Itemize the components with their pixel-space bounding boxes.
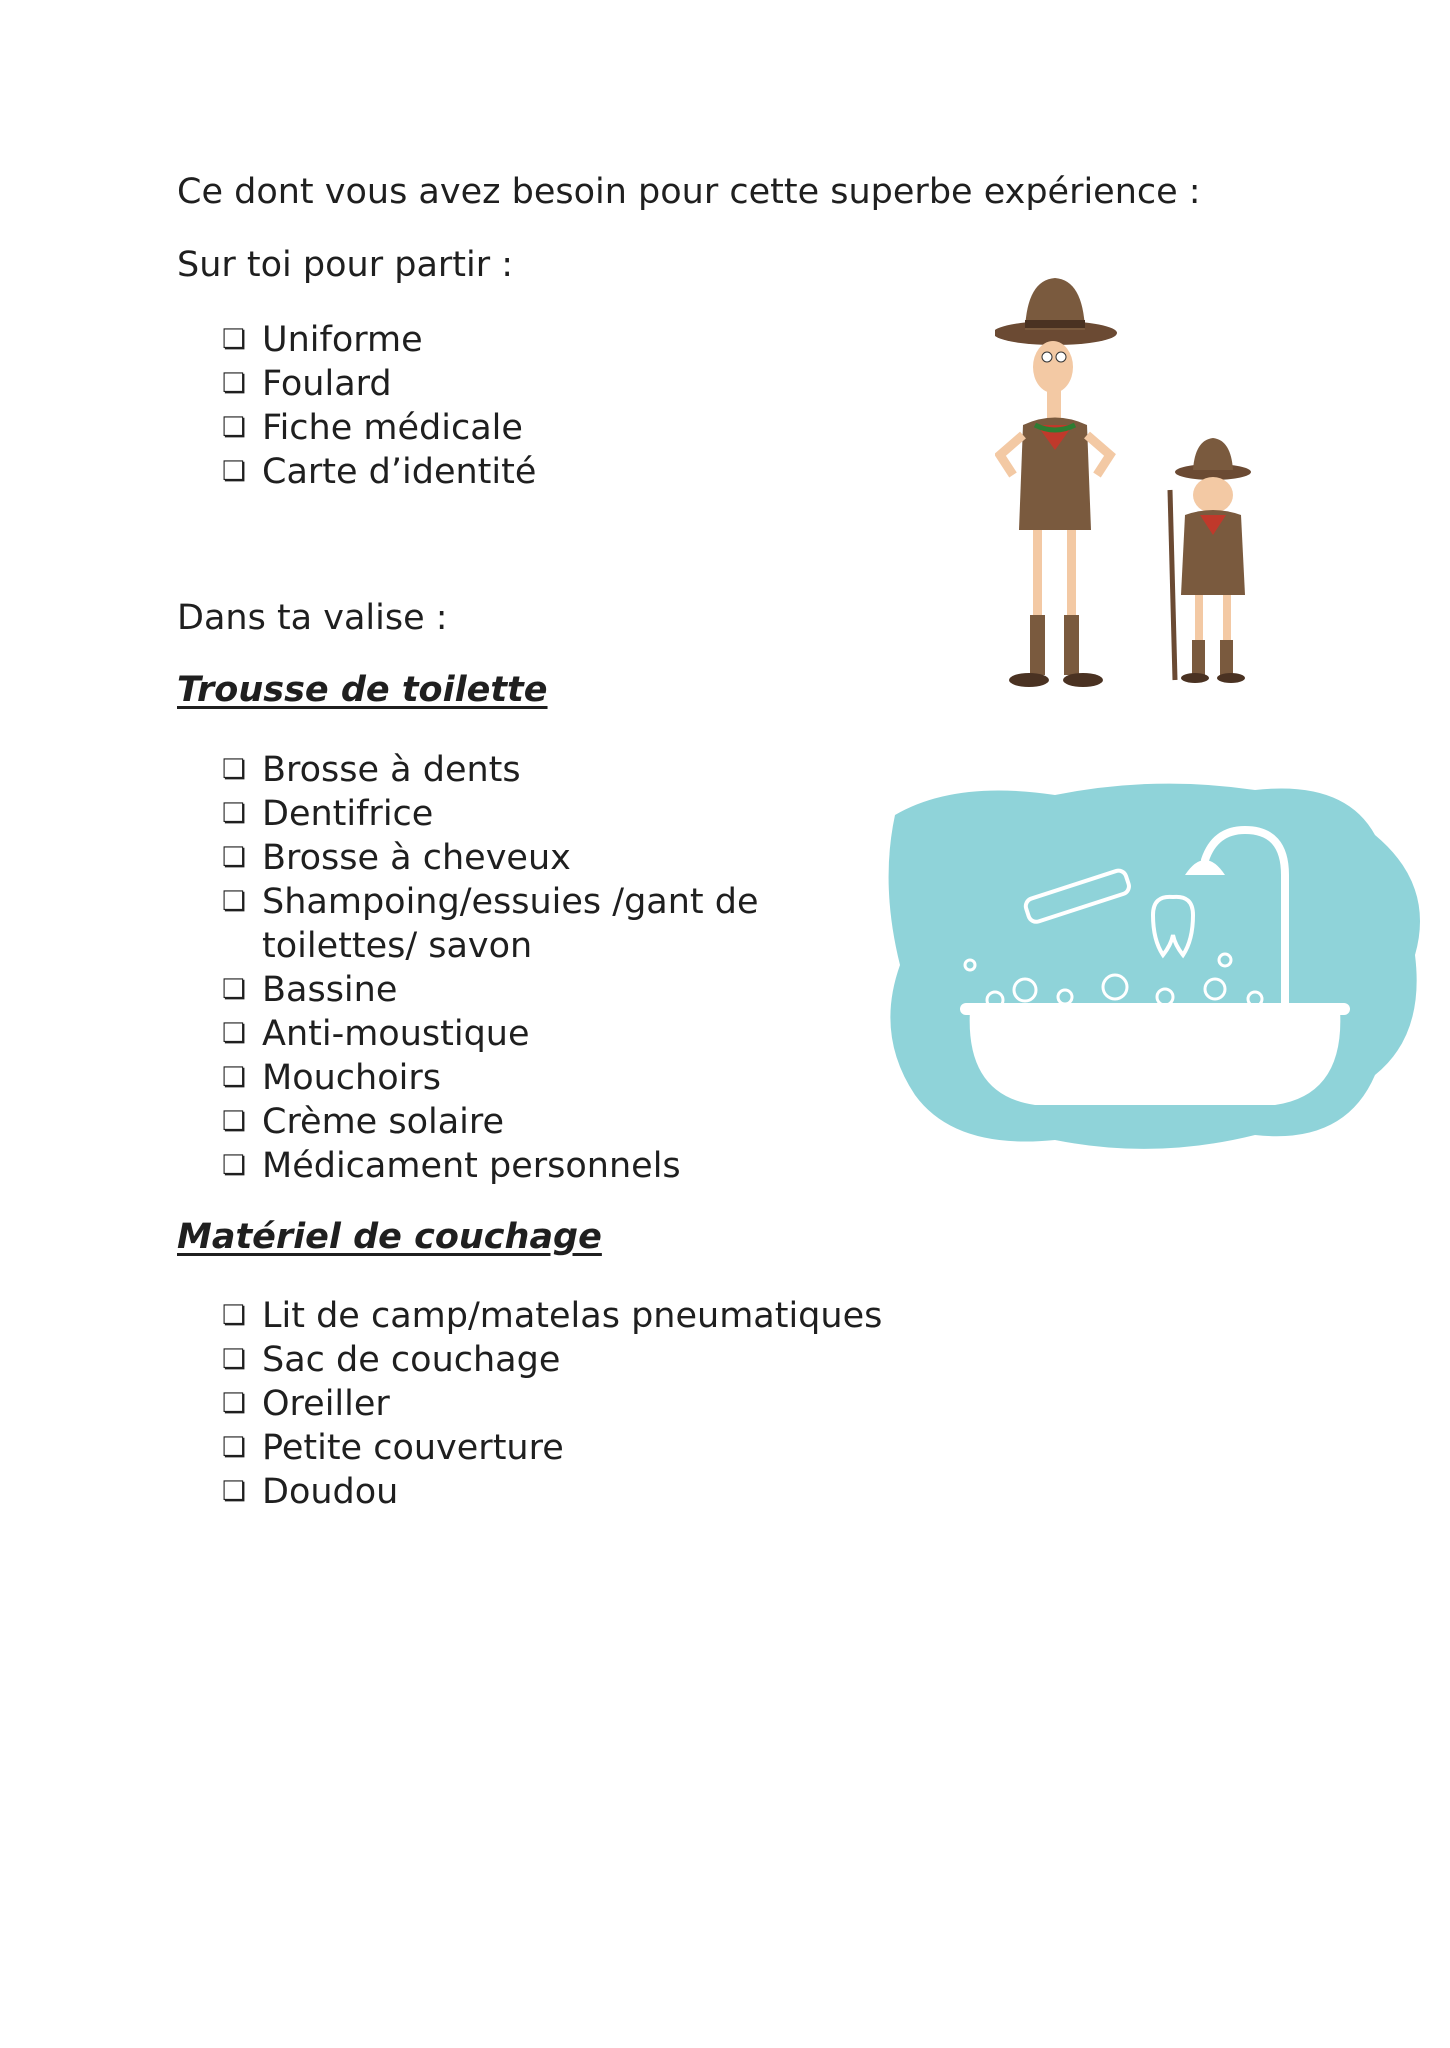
list-item <box>222 1426 882 1470</box>
scouts-illustration <box>995 275 1295 700</box>
checkbox-icon[interactable]: ❏ <box>222 324 247 355</box>
list-item-label: Foulard <box>262 364 392 404</box>
checkbox-icon[interactable]: ❏ <box>222 1344 247 1375</box>
section-title-depart: Sur toi pour partir : <box>177 245 514 285</box>
list-item <box>222 1100 822 1144</box>
list-item-label: Anti-moustique <box>262 1014 530 1054</box>
checklist-couchage <box>222 1294 882 1514</box>
list-item-label: Shampoing/essuies /gant de toilettes/ savon <box>262 882 759 966</box>
list-item-label: Crème solaire <box>262 1102 505 1142</box>
checkbox-icon[interactable]: ❏ <box>222 1062 247 1093</box>
checkbox-icon[interactable]: ❏ <box>222 456 247 487</box>
checkbox-icon[interactable]: ❏ <box>222 754 247 785</box>
list-item-label: Médicament personnels <box>262 1146 681 1186</box>
list-item-label: Fiche médicale <box>262 408 523 448</box>
list-item <box>222 1470 882 1514</box>
list-item <box>222 1294 882 1338</box>
list-item-label: Lit de camp/matelas pneumatiques <box>262 1296 883 1336</box>
list-item-label: Oreiller <box>262 1384 390 1424</box>
heading-trousse: Trousse de toilette <box>177 670 548 710</box>
list-item <box>222 1056 822 1100</box>
list-item-label: Petite couverture <box>262 1428 564 1468</box>
list-item <box>222 1382 882 1426</box>
checkbox-icon[interactable]: ❏ <box>222 1150 247 1181</box>
list-item <box>222 792 822 836</box>
list-item-label: Bassine <box>262 970 398 1010</box>
list-item <box>222 836 822 880</box>
checkbox-icon[interactable]: ❏ <box>222 1106 247 1137</box>
checkbox-icon[interactable]: ❏ <box>222 1388 247 1419</box>
checkbox-icon[interactable]: ❏ <box>222 974 247 1005</box>
list-item-label: Brosse à dents <box>262 750 521 790</box>
checkbox-icon[interactable]: ❏ <box>222 412 247 443</box>
list-item-label: Uniforme <box>262 320 423 360</box>
checkbox-icon[interactable]: ❏ <box>222 1300 247 1331</box>
tall-scout-figure <box>995 278 1117 687</box>
bath-illustration <box>875 775 1435 1160</box>
checkbox-icon[interactable]: ❏ <box>222 798 247 829</box>
list-item <box>222 1338 882 1382</box>
list-item-label: Dentifrice <box>262 794 434 834</box>
section-title-valise: Dans ta valise : <box>177 598 448 638</box>
list-item-label: Mouchoirs <box>262 1058 441 1098</box>
checklist-trousse <box>222 748 822 1188</box>
list-item <box>222 1144 822 1188</box>
list-item-label: Carte d’identité <box>262 452 537 492</box>
list-item <box>222 406 536 450</box>
list-item <box>222 1012 822 1056</box>
checklist-depart <box>222 318 536 494</box>
bathtub-icon <box>970 1010 1341 1105</box>
list-item-label: Sac de couchage <box>262 1340 561 1380</box>
list-item <box>222 968 822 1012</box>
list-item <box>222 748 822 792</box>
checkbox-icon[interactable]: ❏ <box>222 1432 247 1463</box>
list-item <box>222 318 536 362</box>
checkbox-icon[interactable]: ❏ <box>222 842 247 873</box>
checkbox-icon[interactable]: ❏ <box>222 368 247 399</box>
list-item <box>222 880 822 968</box>
checkbox-icon[interactable]: ❏ <box>222 886 247 917</box>
checkbox-icon[interactable]: ❏ <box>222 1476 247 1507</box>
heading-couchage: Matériel de couchage <box>177 1217 602 1257</box>
list-item <box>222 450 536 494</box>
list-item-label: Brosse à cheveux <box>262 838 571 878</box>
intro-text: Ce dont vous avez besoin pour cette superbe expérience : <box>177 172 1201 212</box>
list-item-label: Doudou <box>262 1472 399 1512</box>
list-item <box>222 362 536 406</box>
small-scout-figure <box>1170 438 1251 683</box>
checkbox-icon[interactable]: ❏ <box>222 1018 247 1049</box>
